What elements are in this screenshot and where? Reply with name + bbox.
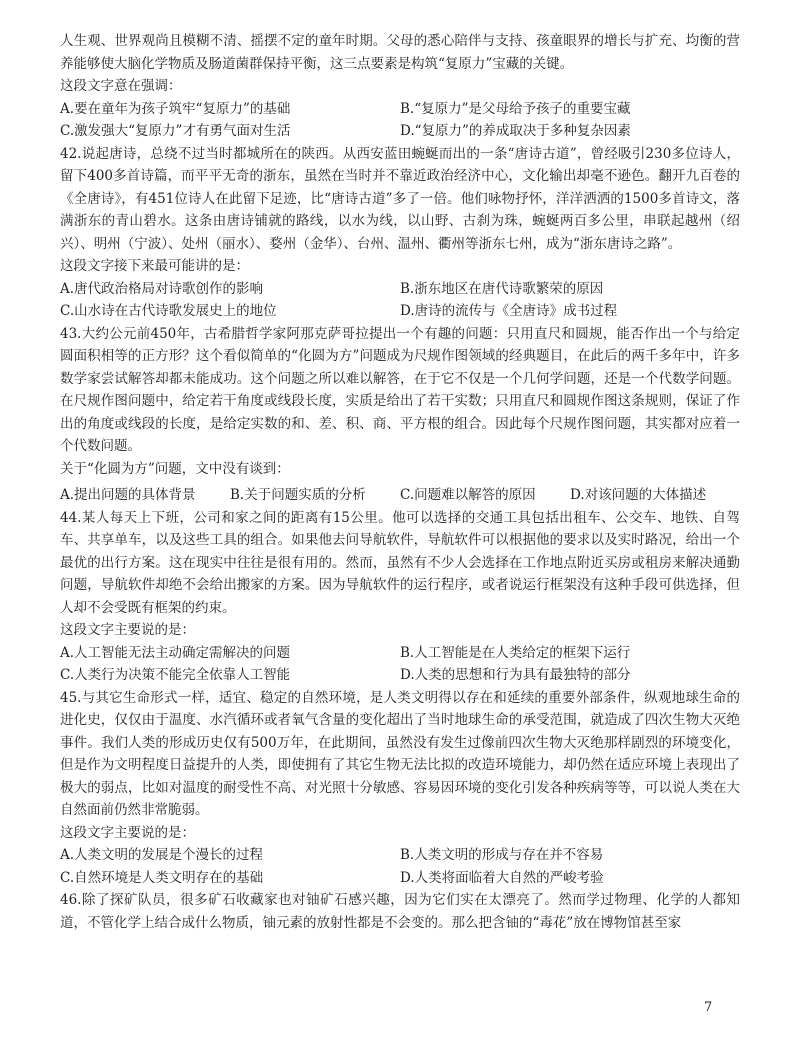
question-42-text: 42.说起唐诗，总绕不过当时都城所在的陕西。从西安蓝田蜿蜒而出的一条“唐诗古道”，曾经吸引230多位诗人，留下400多首诗篇，而平平无奇的浙东，虽然在当时并不靠近政治经济中心，文化输出却毫不逊色。翻开九百卷的《全唐诗》，有451位诗人在此留下足迹，比“唐诗古道”多了一倍。他们咏物抒怀，洋洋洒洒的1500多首诗文，落满浙东的青山碧水。这条由唐诗铺就的路线，以水为线，以山野、古刹为珠，蜿蜒两百多公里，串联起越州（绍兴）、明州（宁波）、处州（丽水）、婺州（金华）、台州、温州、衢州等浙东七州，成为“浙东唐诗之路”。 — [60, 145, 740, 252]
exam-page — [60, 30, 740, 934]
option-a[interactable]: A.人工智能无法主动确定需解决的问题 — [60, 644, 291, 661]
question-44 — [60, 507, 740, 687]
question-number: 45. — [60, 689, 82, 706]
page-number: 7 — [704, 1000, 713, 1015]
option-b[interactable]: B.浙东地区在唐代诗歌繁荣的原因 — [400, 280, 604, 297]
option-b[interactable]: B.人类文明的形成与存在并不容易 — [400, 847, 604, 863]
question-43-text: 43.大约公元前450年，古希腊哲学家阿那克萨哥拉提出一个有趣的问题：只用直尺和圆规，能否作出一个与给定圆面积相等的正方形？这个看似简单的“化圆为方”问题成为尺规作图领域的经典题目，在此后的两千多年中，许多数学家尝试解答却都未能成功。这个问题之所以难以解答，在于它不仅是一个几何学问题，还是一个代数学问题。在尺规作图问题中，给定若干角度或线段长度，实质是给出了若干实数；只用直尺和圆规作图这条规则，保证了作出的角度或线段的长度，是给定实数的和、差、积、商、平方根的组合。因此每个尺规作图问题，其实都对应着一个代数问题。 — [60, 325, 740, 454]
question-42 — [60, 143, 740, 323]
option-d[interactable]: D.人类将面临着大自然的严峻考验 — [400, 869, 604, 886]
question-43-options — [60, 484, 740, 507]
question-45-text: 45.与其它生命形式一样，适宜、稳定的自然环境，是人类文明得以存在和延续的重要外部条件，纵观地球生命的进化史，仅仅由于温度、水汽循环或者氧气含量的变化超出了当时地球生命的承受范围，就造成了四次生物大灭绝事件。我们人类的形成历史仅有500万年，在此期间，虽然没有发生过像前四次生物大灭绝那样剧烈的环境变化，但是作为文明程度日益提升的人类，即使拥有了其它生物无法比拟的改造环境能力，却仍然在适应环境上表现出了极大的弱点，比如对温度的耐受性不高、对光照十分敏感、容易因环境的变化引发各种疾病等等，可以说人类在大自然面前仍然非常脆弱。 — [60, 689, 740, 818]
question-44-text: 44.某人每天上下班，公司和家之间的距离有15公里。他可以选择的交通工具包括出租车、公交车、地铁、自驾车、共享单车，以及这些工具的组合。如果他去问导航软件，导航软件可以根据他的要求以及实时路况，给出一个最优的出行方案。这在现实中往往是很有用的。然而，虽然有不少人会选择在工作地点附近买房或租房来解决通勤问题，导航软件却绝不会给出搬家的方案。因为导航软件的运行程序，或者说运行框架没有这种手段可供选择，但人却不会受既有框架的约束。 — [60, 509, 740, 616]
question-41-options — [60, 98, 740, 143]
question-41-prompt: 这段文字意在强调： — [60, 78, 182, 94]
question-number: 43. — [60, 325, 82, 342]
question-number: 42. — [60, 145, 82, 162]
option-c[interactable]: C.山水诗在古代诗歌发展史上的地位 — [60, 303, 277, 319]
question-45-prompt: 这段文字主要说的是： — [60, 824, 195, 841]
option-a[interactable]: A.人类文明的发展是个漫长的过程 — [60, 847, 264, 863]
option-d[interactable]: D.对该问题的大体描述 — [570, 487, 707, 503]
question-46 — [60, 889, 740, 934]
question-number: 46. — [60, 892, 82, 908]
question-42-options — [60, 278, 740, 323]
question-number: 44. — [60, 509, 82, 526]
option-c[interactable]: C.激发强大“复原力”才有勇气面对生活 — [60, 123, 291, 139]
option-d[interactable]: D.唐诗的流传与《全唐诗》成书过程 — [400, 303, 618, 319]
option-d[interactable]: D.人类的思想和行为具有最独特的部分 — [400, 667, 631, 683]
option-d[interactable]: D.“复原力”的养成取决于多种复杂因素 — [400, 123, 631, 139]
question-41 — [60, 30, 740, 143]
question-44-options — [60, 642, 740, 687]
option-a[interactable]: A.要在童年为孩子筑牢“复原力”的基础 — [60, 100, 291, 117]
question-45 — [60, 687, 740, 890]
option-b[interactable]: B.“复原力”是父母给予孩子的重要宝藏 — [400, 100, 631, 117]
option-c[interactable]: C.人类行为决策不能完全依靠人工智能 — [60, 667, 291, 683]
option-b[interactable]: B.关于问题实质的分析 — [230, 487, 366, 503]
option-a[interactable]: A.提出问题的具体背景 — [60, 487, 196, 503]
option-a[interactable]: A.唐代政治格局对诗歌创作的影响 — [60, 280, 264, 297]
option-c[interactable]: C.问题难以解答的原因 — [400, 487, 536, 503]
question-41-text: 人生观、世界观尚且模糊不清、摇摆不定的童年时期。父母的悉心陪伴与支持、孩童眼界的增长与扩充、均衡的营养能够使大脑化学物质及肠道菌群保持平衡，这三点要素是构筑“复原力”宝藏的关键。 — [60, 33, 740, 72]
question-44-prompt: 这段文字主要说的是： — [60, 622, 195, 638]
question-45-options — [60, 844, 740, 889]
question-43-prompt: 关于“化圆为方”问题，文中没有谈到： — [60, 460, 290, 477]
option-c[interactable]: C.自然环境是人类文明存在的基础 — [60, 869, 264, 886]
question-46-text: 46.除了探矿队员，很多矿石收藏家也对铀矿石感兴趣，因为它们实在太漂亮了。然而学过物理、化学的人都知道，不管化学上结合成什么物质，铀元素的放射性都是不会变的。那么把含铀的“毒花”放在博物馆甚至家 — [60, 892, 740, 931]
option-b[interactable]: B.人工智能是在人类给定的框架下运行 — [400, 644, 631, 661]
question-43 — [60, 323, 740, 507]
question-42-prompt: 这段文字接下来最可能讲的是： — [60, 258, 249, 274]
